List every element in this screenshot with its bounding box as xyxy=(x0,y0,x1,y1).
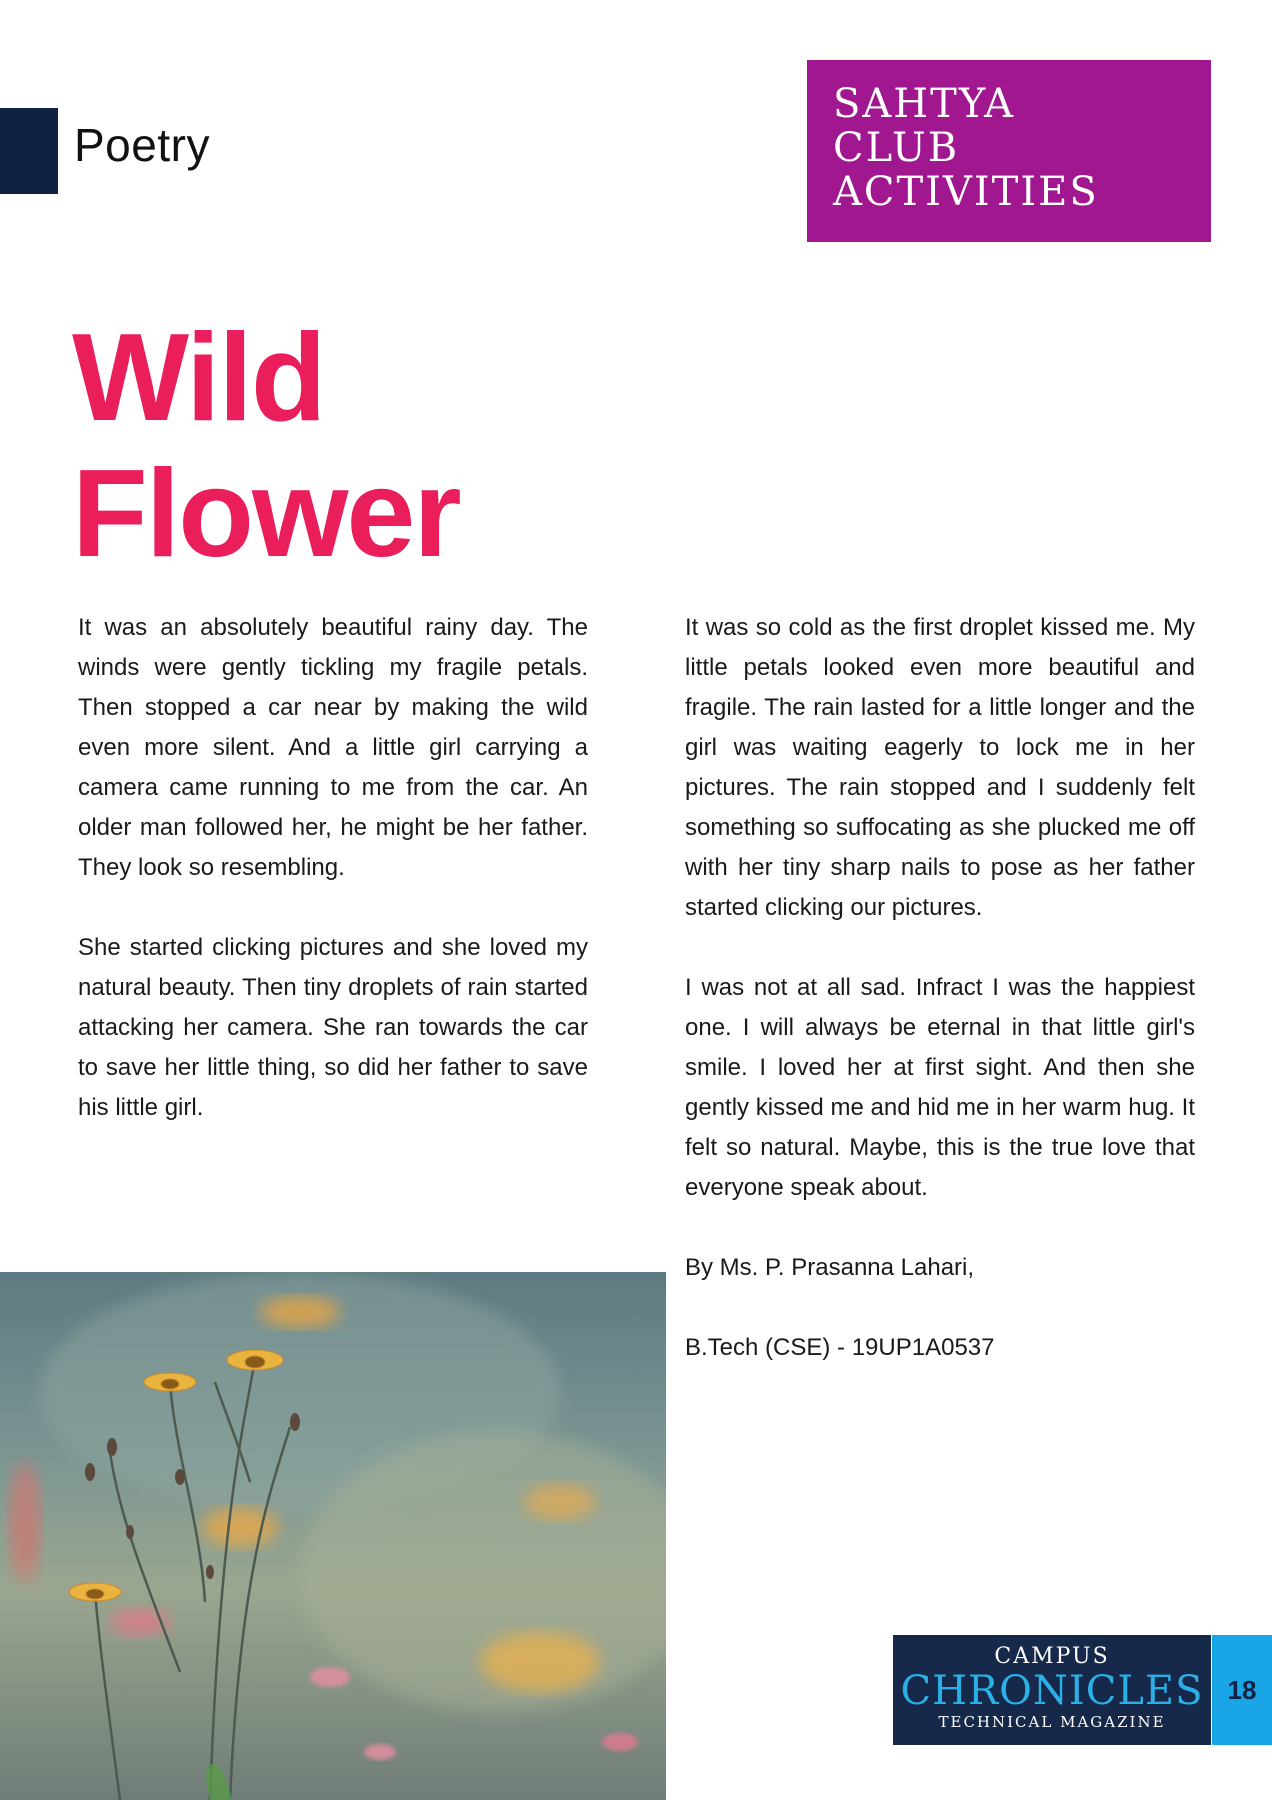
logo-top-text: CAMPUS xyxy=(994,1644,1110,1669)
title-line: Wild xyxy=(72,309,325,447)
byline-course: B.Tech (CSE) - 19UP1A0537 xyxy=(685,1334,995,1361)
section-label: Poetry xyxy=(74,119,210,171)
paragraph: I was not at all sad. Infract I was the happiest one. I will always be eternal in that little girl's smile. I loved her at first sight. And then she gently kissed me and hid me in her warm hug. It felt so natural. Maybe, this is the true love that everyone speak about. xyxy=(685,974,1195,1201)
magazine-logo xyxy=(893,1635,1211,1745)
title-line: Flower xyxy=(72,445,460,583)
wildflower-photo xyxy=(0,1272,666,1800)
club-line: ACTIVITIES xyxy=(833,169,1099,215)
wildflower-illustration xyxy=(0,1272,666,1800)
club-banner xyxy=(807,60,1211,242)
byline-author: By Ms. P. Prasanna Lahari, xyxy=(685,1254,975,1281)
club-line: CLUB xyxy=(833,125,960,171)
article-title xyxy=(72,310,460,582)
paragraph: It was an absolutely beautiful rainy day. The winds were gently tickling my fragile petals. Then stopped a car near by making the wild even more silent. And a little girl carrying a camera came running to me from the car. An older man followed her, he might be her father. They look so resembling. xyxy=(78,614,588,881)
paragraph: She started clicking pictures and she loved my natural beauty. Then tiny droplets of rain started attacking her camera. She ran towards the car to save her little thing, so did her father to save his little girl. xyxy=(78,934,588,1121)
club-line: SAHTYA xyxy=(833,81,1016,127)
section-marker-bar xyxy=(0,108,58,194)
logo-main-text: CHRONICLES xyxy=(900,1668,1204,1714)
right-column xyxy=(685,608,1195,1408)
logo-sub-text: TECHNICAL MAGAZINE xyxy=(938,1713,1166,1731)
left-column xyxy=(78,608,588,1168)
page-number: 18 xyxy=(1212,1635,1272,1745)
paragraph: It was so cold as the first droplet kissed me. My little petals looked even more beautiful and fragile. The rain lasted for a little longer and the girl was waiting eagerly to lock me in her pictures. The rain stopped and I suddenly felt something so suffocating as she plucked me off with her tiny sharp nails to pose as her father started clicking our pictures. xyxy=(685,614,1195,921)
